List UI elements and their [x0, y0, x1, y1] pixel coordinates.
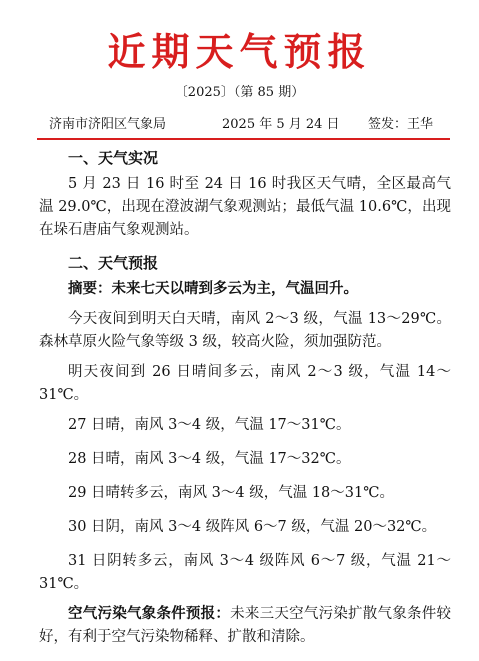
section-heading-current: 一、天气实况 [68, 149, 159, 167]
forecast-day-7: 31 日阴转多云，南风 3～4 级阵风 6～7 级，气温 21～31℃。 [39, 553, 451, 592]
signer: 签发：王华 [368, 117, 434, 132]
document-title: 近期天气预报 [107, 29, 372, 74]
forecast-day-4: 28 日晴，南风 3～4 级，气温 17～32℃。 [68, 451, 351, 467]
document-body [39, 144, 451, 656]
air-quality-text: 未来三天空气污染扩散气象条件较好，有利于空气污染物稀释、扩散和清除。 [39, 606, 451, 645]
forecast-summary: 摘要：未来七天以晴到多云为主，气温回升。 [68, 281, 358, 297]
issue-number: 〔2025〕（第 85 期） [174, 85, 305, 100]
forecast-day-1: 今天夜间到明天白天晴，南风 2～3 级，气温 13～29℃。森林草原火险气象等级 3 级，较高火险，须加强防范。 [39, 311, 451, 350]
issuing-agency: 济南市济阳区气象局 [49, 117, 167, 132]
air-quality-label: 空气污染气象条件预报： [68, 606, 231, 622]
issue-date: 2025 年 5 月 24 日 [222, 117, 340, 132]
current-weather-paragraph: 5 月 23 日 16 时至 24 日 16 时我区天气晴，全区最高气温 29.0℃，出现在澄波湖气象观测站；最低气温 10.6℃，出现在垛石唐庙气象观测站。 [39, 176, 451, 238]
forecast-day-6: 30 日阴，南风 3～4 级阵风 6～7 级，气温 20～32℃。 [68, 519, 437, 535]
forecast-day-2: 明天夜间到 26 日晴间多云，南风 2～3 级，气温 14～31℃。 [39, 364, 451, 403]
forecast-day-3: 27 日晴，南风 3～4 级，气温 17～31℃。 [68, 417, 351, 433]
forecast-day-5: 29 日晴转多云，南风 3～4 级，气温 18～31℃。 [68, 485, 394, 501]
header-divider [37, 138, 450, 140]
section-heading-forecast: 二、天气预报 [68, 254, 159, 272]
air-quality-forecast [39, 603, 451, 649]
